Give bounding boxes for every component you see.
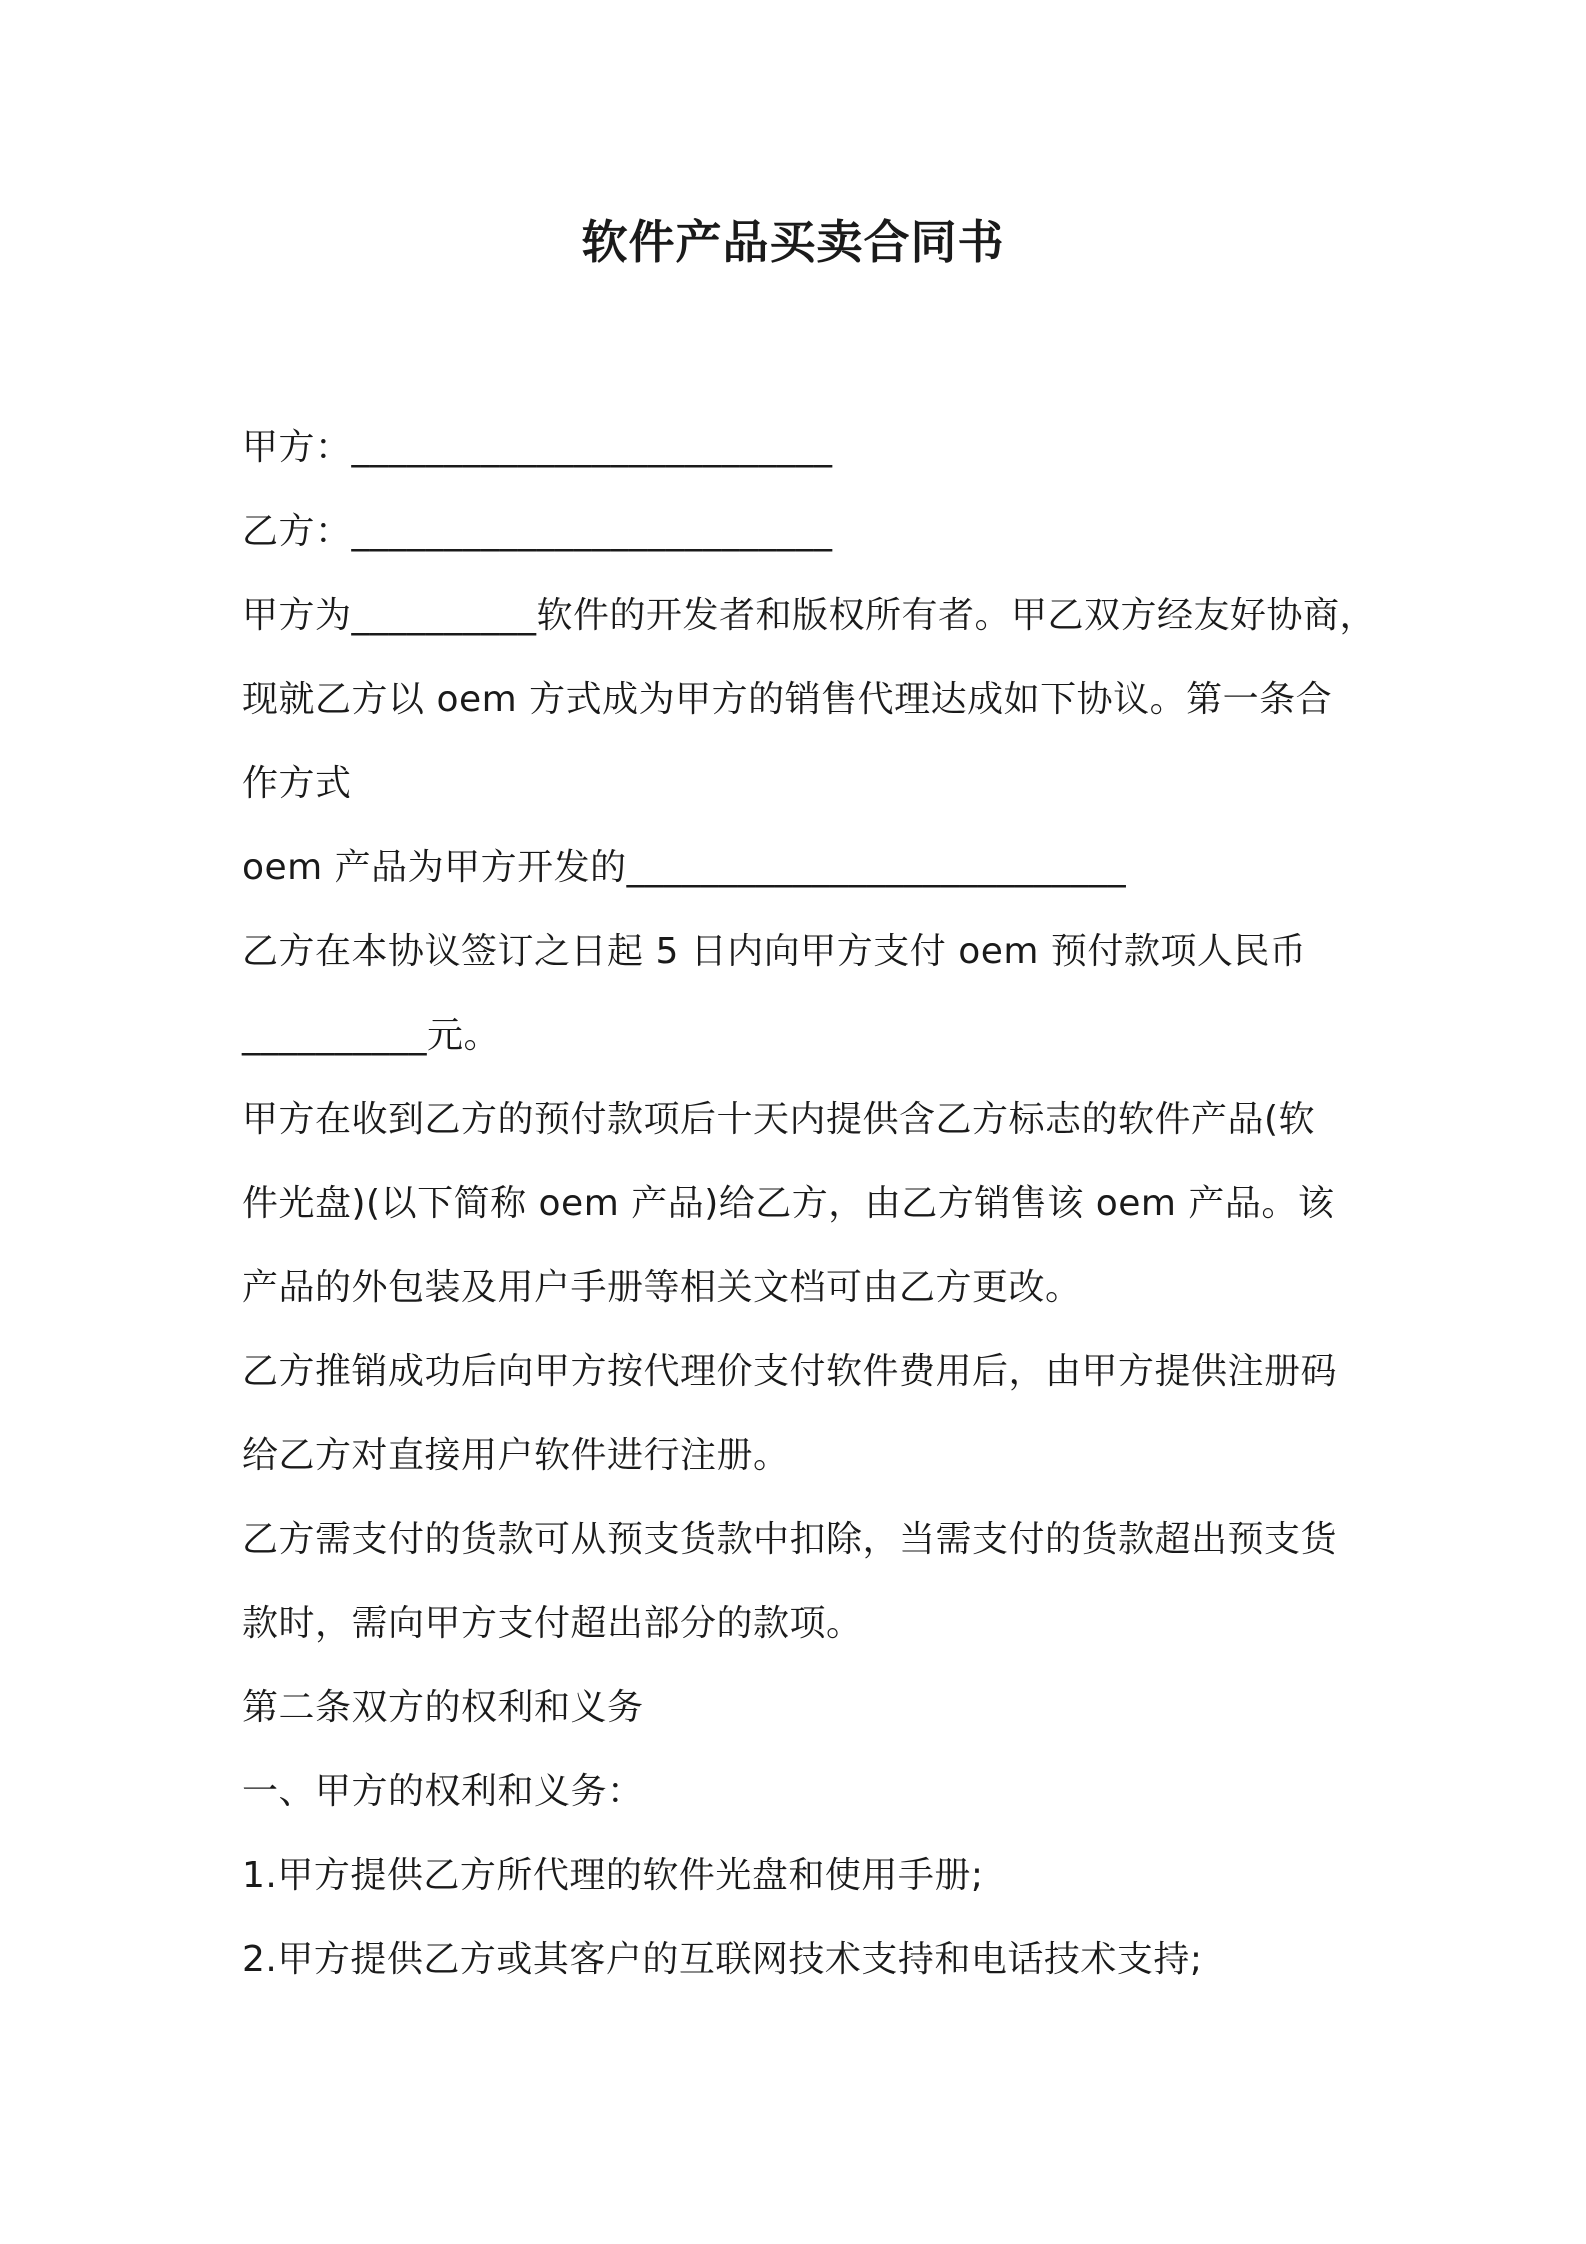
document-body: [242, 406, 1377, 2002]
paragraph-line: 现就乙方以 oem 方式成为甲方的销售代理达成如下协议。第一条合: [242, 679, 1333, 720]
paragraph-line: __________元。: [242, 1015, 501, 1056]
paragraph-line: 甲方为__________软件的开发者和版权所有者。甲乙双方经友好协商，: [242, 595, 1377, 636]
section-heading: 第二条双方的权利和义务: [242, 1687, 644, 1728]
paragraph-line: 乙方需支付的货款可从预支货款中扣除，当需支付的货款超出预支货: [242, 1519, 1338, 1560]
paragraph-line: 乙方推销成功后向甲方按代理价支付软件费用后，由甲方提供注册码: [242, 1351, 1338, 1392]
paragraph-line: 件光盘)(以下简称 oem 产品)给乙方，由乙方销售该 oem 产品。该: [242, 1183, 1335, 1224]
subsection-heading: 一、甲方的权利和义务：: [242, 1771, 644, 1812]
paragraph-line: 产品的外包装及用户手册等相关文档可由乙方更改。: [242, 1267, 1082, 1308]
list-item: 1.甲方提供乙方所代理的软件光盘和使用手册;: [242, 1855, 984, 1896]
paragraph-line: 甲方在收到乙方的预付款项后十天内提供含乙方标志的软件产品(软: [242, 1099, 1316, 1140]
paragraph-line: 乙方在本协议签订之日起 5 日内向甲方支付 oem 预付款项人民币: [242, 931, 1307, 972]
list-item: 2.甲方提供乙方或其客户的互联网技术支持和电话技术支持;: [242, 1939, 1203, 1980]
paragraph-line: 款时，需向甲方支付超出部分的款项。: [242, 1603, 863, 1644]
document-title: 软件产品买卖合同书: [581, 215, 1005, 269]
party-b-line: 乙方：__________________________: [242, 511, 833, 552]
paragraph-line: 作方式: [242, 763, 352, 804]
paragraph-line: 给乙方对直接用户软件进行注册。: [242, 1435, 790, 1476]
party-a-line: 甲方：__________________________: [242, 427, 833, 468]
paragraph-line: oem 产品为甲方开发的___________________________: [242, 847, 1127, 888]
